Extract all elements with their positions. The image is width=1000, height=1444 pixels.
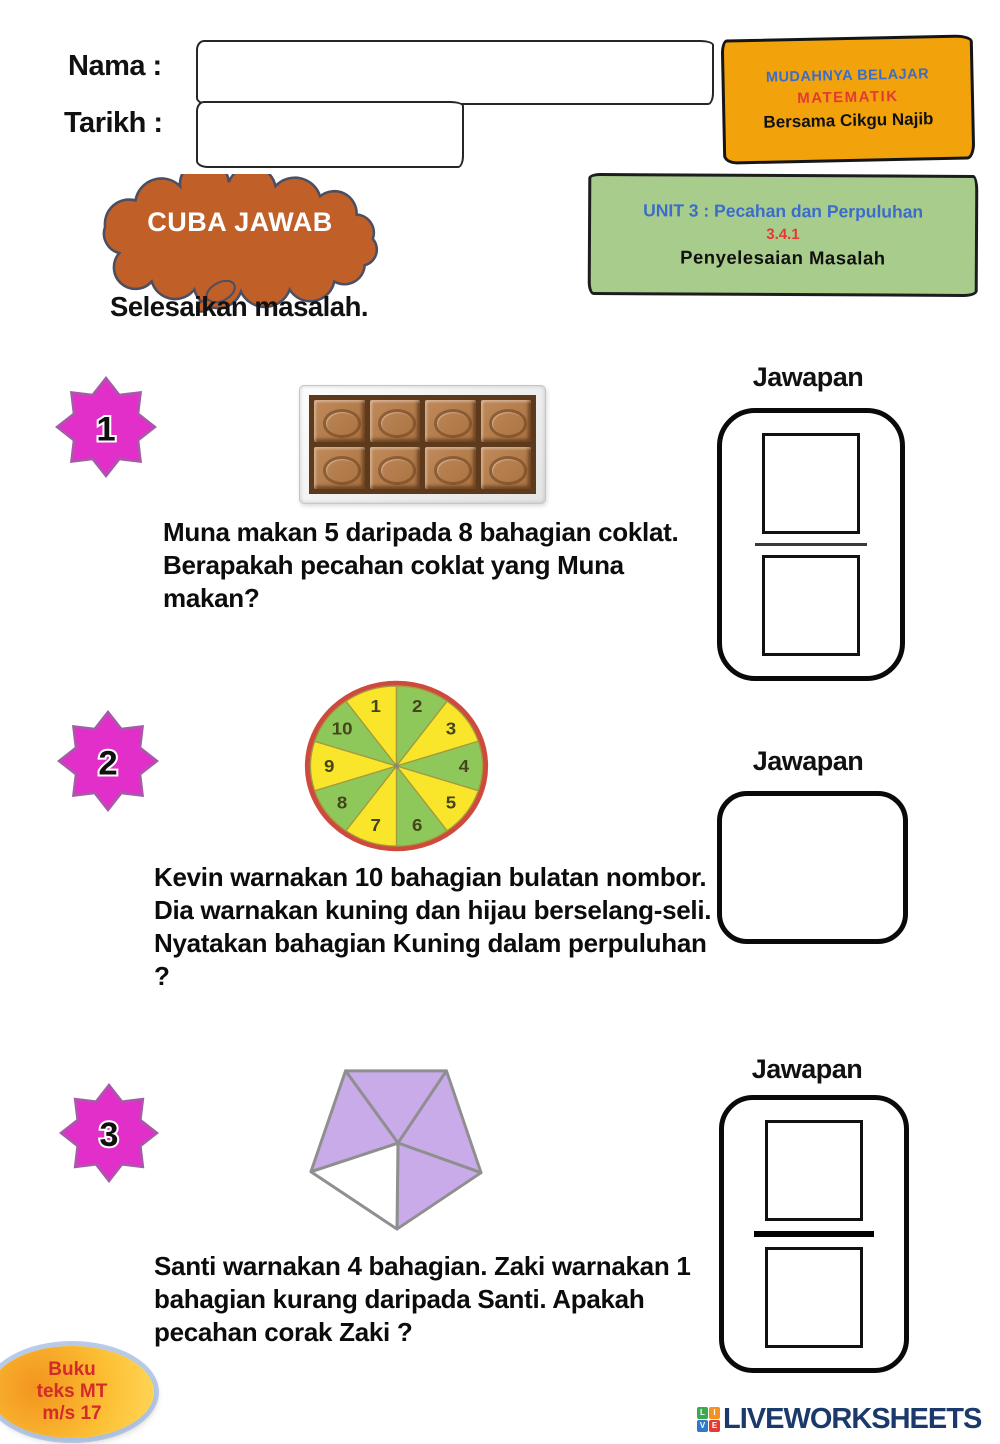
logo-square-v: V xyxy=(697,1420,708,1432)
question1-answer-label: Jawapan xyxy=(752,362,864,392)
question3-text: Santi warnakan 4 bahagian. Zaki warnakan 1 bahagian kurang daripada Santi. Apakah pecahan corak Zaki ? xyxy=(154,1251,691,1348)
logo-square-i: I xyxy=(709,1407,720,1419)
chocolate-piece xyxy=(481,447,532,489)
cloud-body xyxy=(104,174,377,308)
chocolate-emboss xyxy=(378,409,416,438)
chocolate-emboss xyxy=(378,456,416,485)
question1-number: 1 xyxy=(96,410,116,449)
chocolate-piece xyxy=(481,400,532,442)
wheel-number-5: 5 xyxy=(445,793,457,813)
chocolate-bar xyxy=(309,395,536,494)
question1-numerator-input[interactable] xyxy=(762,433,860,534)
liveworksheets-logo-icon xyxy=(697,1407,720,1432)
wheel-number-6: 6 xyxy=(412,815,423,836)
wheel-number-9: 9 xyxy=(323,756,335,776)
instruction-text: Selesaikan masalah. xyxy=(110,291,369,322)
question3-star-badge xyxy=(59,1083,159,1183)
brand-banner xyxy=(721,34,976,164)
chocolate-piece xyxy=(314,400,365,442)
brand-line2: MATEMATIK xyxy=(797,87,899,107)
chocolate-emboss xyxy=(489,409,527,438)
question3-answer-label: Jawapan xyxy=(751,1054,863,1084)
chocolate-piece xyxy=(314,447,365,489)
number-wheel-image xyxy=(303,679,490,853)
logo-square-l: L xyxy=(697,1407,708,1419)
name-label: Nama : xyxy=(68,50,162,82)
chocolate-emboss xyxy=(434,409,472,438)
wheel-number-4: 4 xyxy=(458,756,470,776)
wheel-number-3: 3 xyxy=(445,719,457,739)
question3-number: 3 xyxy=(99,1116,119,1154)
name-input[interactable] xyxy=(196,40,714,105)
question2-number: 2 xyxy=(98,744,118,783)
question1-answer-fraction-box xyxy=(717,408,905,681)
chocolate-emboss xyxy=(323,456,361,485)
question3-answer-fraction-box xyxy=(719,1095,909,1373)
chocolate-piece xyxy=(425,400,476,442)
brand-line3: Bersama Cikgu Najib xyxy=(763,108,934,132)
wheel-number-2: 2 xyxy=(412,696,423,716)
pentagon-fraction-image xyxy=(301,1056,491,1236)
liveworksheets-wordmark: LIVEWORKSHEETS xyxy=(723,1403,982,1435)
chocolate-piece xyxy=(425,447,476,489)
badge-line2: teks MT xyxy=(36,1381,108,1403)
question1-text: Muna makan 5 daripada 8 bahagian coklat. Berapakah pecahan coklat yang Muna makan? xyxy=(163,517,679,614)
wheel-number-10: 10 xyxy=(331,719,353,739)
unit-banner xyxy=(588,173,979,297)
wheel-center-dot xyxy=(394,763,400,768)
logo-square-e: E xyxy=(709,1420,720,1432)
unit-code: 3.4.1 xyxy=(766,225,800,243)
brand-line1: MUDAHNYA BELAJAR xyxy=(765,66,930,86)
chocolate-emboss xyxy=(434,456,472,485)
badge-line3: m/s 17 xyxy=(42,1402,102,1424)
question3-numerator-input[interactable] xyxy=(765,1120,863,1221)
chocolate-bar-image xyxy=(299,385,546,504)
unit-title: UNIT 3 : Pecahan dan Perpuluhan xyxy=(643,200,924,223)
date-label: Tarikh : xyxy=(64,107,163,139)
chocolate-piece xyxy=(370,447,421,489)
chocolate-emboss xyxy=(323,409,361,438)
question2-text: Kevin warnakan 10 bahagian bulatan nombor. Dia warnakan kuning dan hijau berselang-seli. Nyatakan bahagian Kuning dalam perpuluhan ? xyxy=(154,862,712,992)
fraction-line xyxy=(754,1231,874,1237)
question2-star-badge xyxy=(57,710,159,812)
chocolate-emboss xyxy=(489,456,527,485)
cloud-label: CUBA JAWAB xyxy=(147,207,333,237)
question2-answer-input[interactable] xyxy=(717,791,908,944)
fraction-line xyxy=(755,543,867,546)
wheel-number-8: 8 xyxy=(336,793,348,813)
chocolate-piece xyxy=(370,400,421,442)
question3-denominator-input[interactable] xyxy=(765,1247,863,1348)
liveworksheets-logo[interactable] xyxy=(697,1403,981,1436)
wheel-number-7: 7 xyxy=(370,815,381,836)
question1-star-badge xyxy=(55,376,157,478)
question2-answer-label: Jawapan xyxy=(752,746,864,776)
badge-line1: Buku xyxy=(48,1359,96,1381)
unit-subtitle: Penyelesaian Masalah xyxy=(680,246,886,269)
question1-denominator-input[interactable] xyxy=(762,555,860,656)
textbook-reference-badge xyxy=(0,1346,154,1438)
date-input[interactable] xyxy=(196,101,464,168)
wheel-number-1: 1 xyxy=(370,696,381,716)
